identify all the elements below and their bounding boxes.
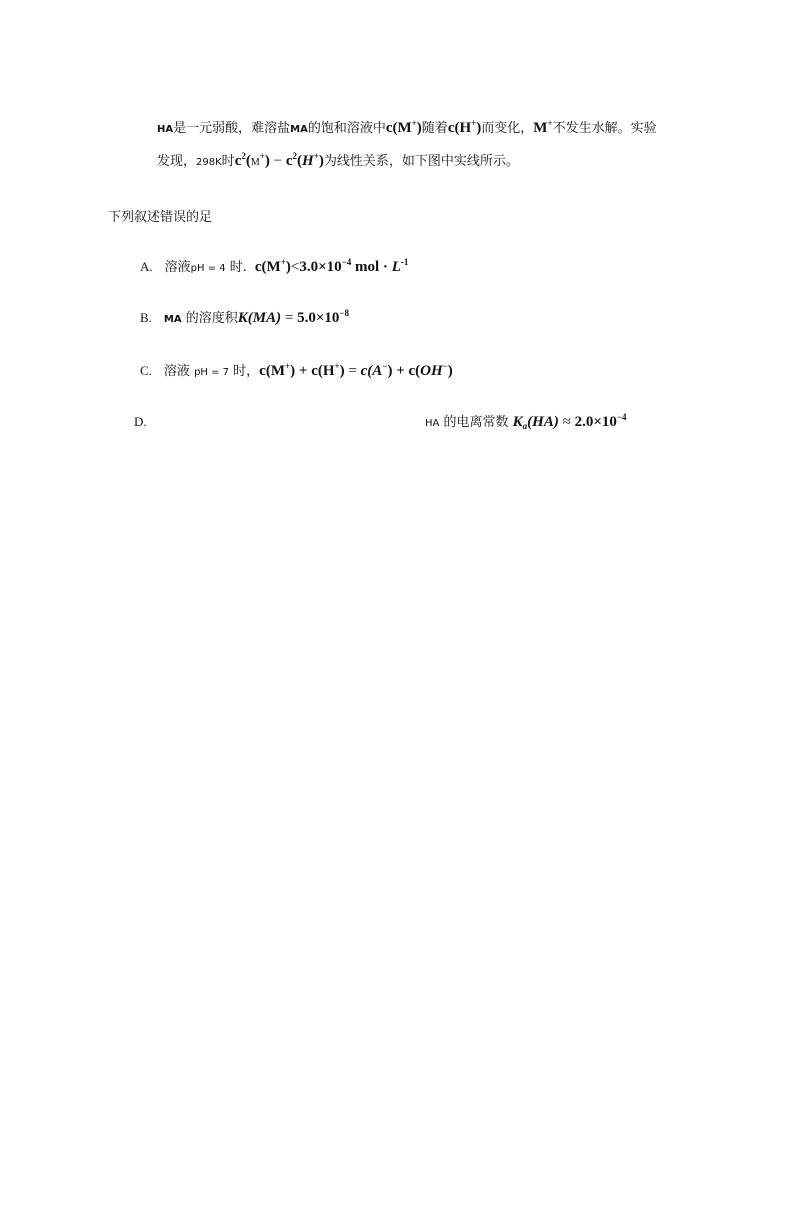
intro-line-1 (157, 118, 657, 140)
option-c-ph: pH = 7 (194, 367, 230, 378)
option-c-text-2: 时， (229, 364, 260, 379)
option-d-ha: HA (425, 418, 440, 429)
option-c-label: C. (140, 363, 152, 378)
option-c (140, 361, 453, 383)
option-d-label: D. (134, 414, 147, 429)
option-c-text-1: 溶液 (163, 364, 195, 379)
option-d-label-row (134, 412, 147, 433)
formula-c-m: c(M+) (385, 118, 422, 136)
intro-text-4: 而变化， (481, 121, 534, 136)
option-d-formula: $K_a(HA) \approx 2.0\times 10^{-4}$ (512, 412, 627, 431)
option-a-ph: pH = 4 (190, 263, 226, 274)
intro-text-5: 不发生水解。实验 (552, 121, 657, 136)
option-d-text-1: 的电离常数 (439, 415, 513, 430)
intro-text-6: 发现， (157, 154, 197, 169)
option-b-formula: $K(MA) = 5.0\times 10^{-8}$ (237, 308, 350, 326)
intro-text-7: 时 (221, 154, 235, 169)
intro-ha: HA (157, 124, 174, 135)
formula-linear-relation: $c^2(M^+) - c^2(H^+)$ (234, 151, 324, 169)
option-a-label: A. (140, 259, 153, 274)
intro-text-2: 的饱和溶液中 (307, 121, 386, 136)
formula-m-ion: M+ (533, 118, 553, 136)
option-b-label: B. (140, 310, 152, 325)
option-b-ma: MA (163, 314, 182, 325)
formula-c-h: c(H+) (447, 118, 482, 136)
option-a (140, 257, 408, 279)
option-a-text-2: 时. (225, 260, 247, 275)
intro-text-3: 随着 (421, 121, 448, 136)
option-b (140, 308, 349, 330)
option-c-formula: c(M+) + c(H+) = c(A−) + c(OH−) (259, 361, 453, 379)
question-stem: 下列叙述错误的足 (108, 210, 213, 225)
option-b-text-1: 的溶度积 (181, 311, 238, 326)
intro-ma: MA (290, 124, 308, 135)
option-a-text-1: 溶液 (164, 260, 191, 275)
intro-line-2 (157, 151, 519, 173)
option-a-formula: $c(M^+)<3.0\times 10^{-4}$ mol · $L^{-1}$ (254, 257, 409, 275)
intro-text-8: 为线性关系，如下图中实线所示。 (323, 154, 519, 169)
option-d (425, 412, 627, 434)
intro-temperature: 298K (196, 157, 222, 168)
intro-text-1: 是一元弱酸，难溶盐 (173, 121, 291, 136)
